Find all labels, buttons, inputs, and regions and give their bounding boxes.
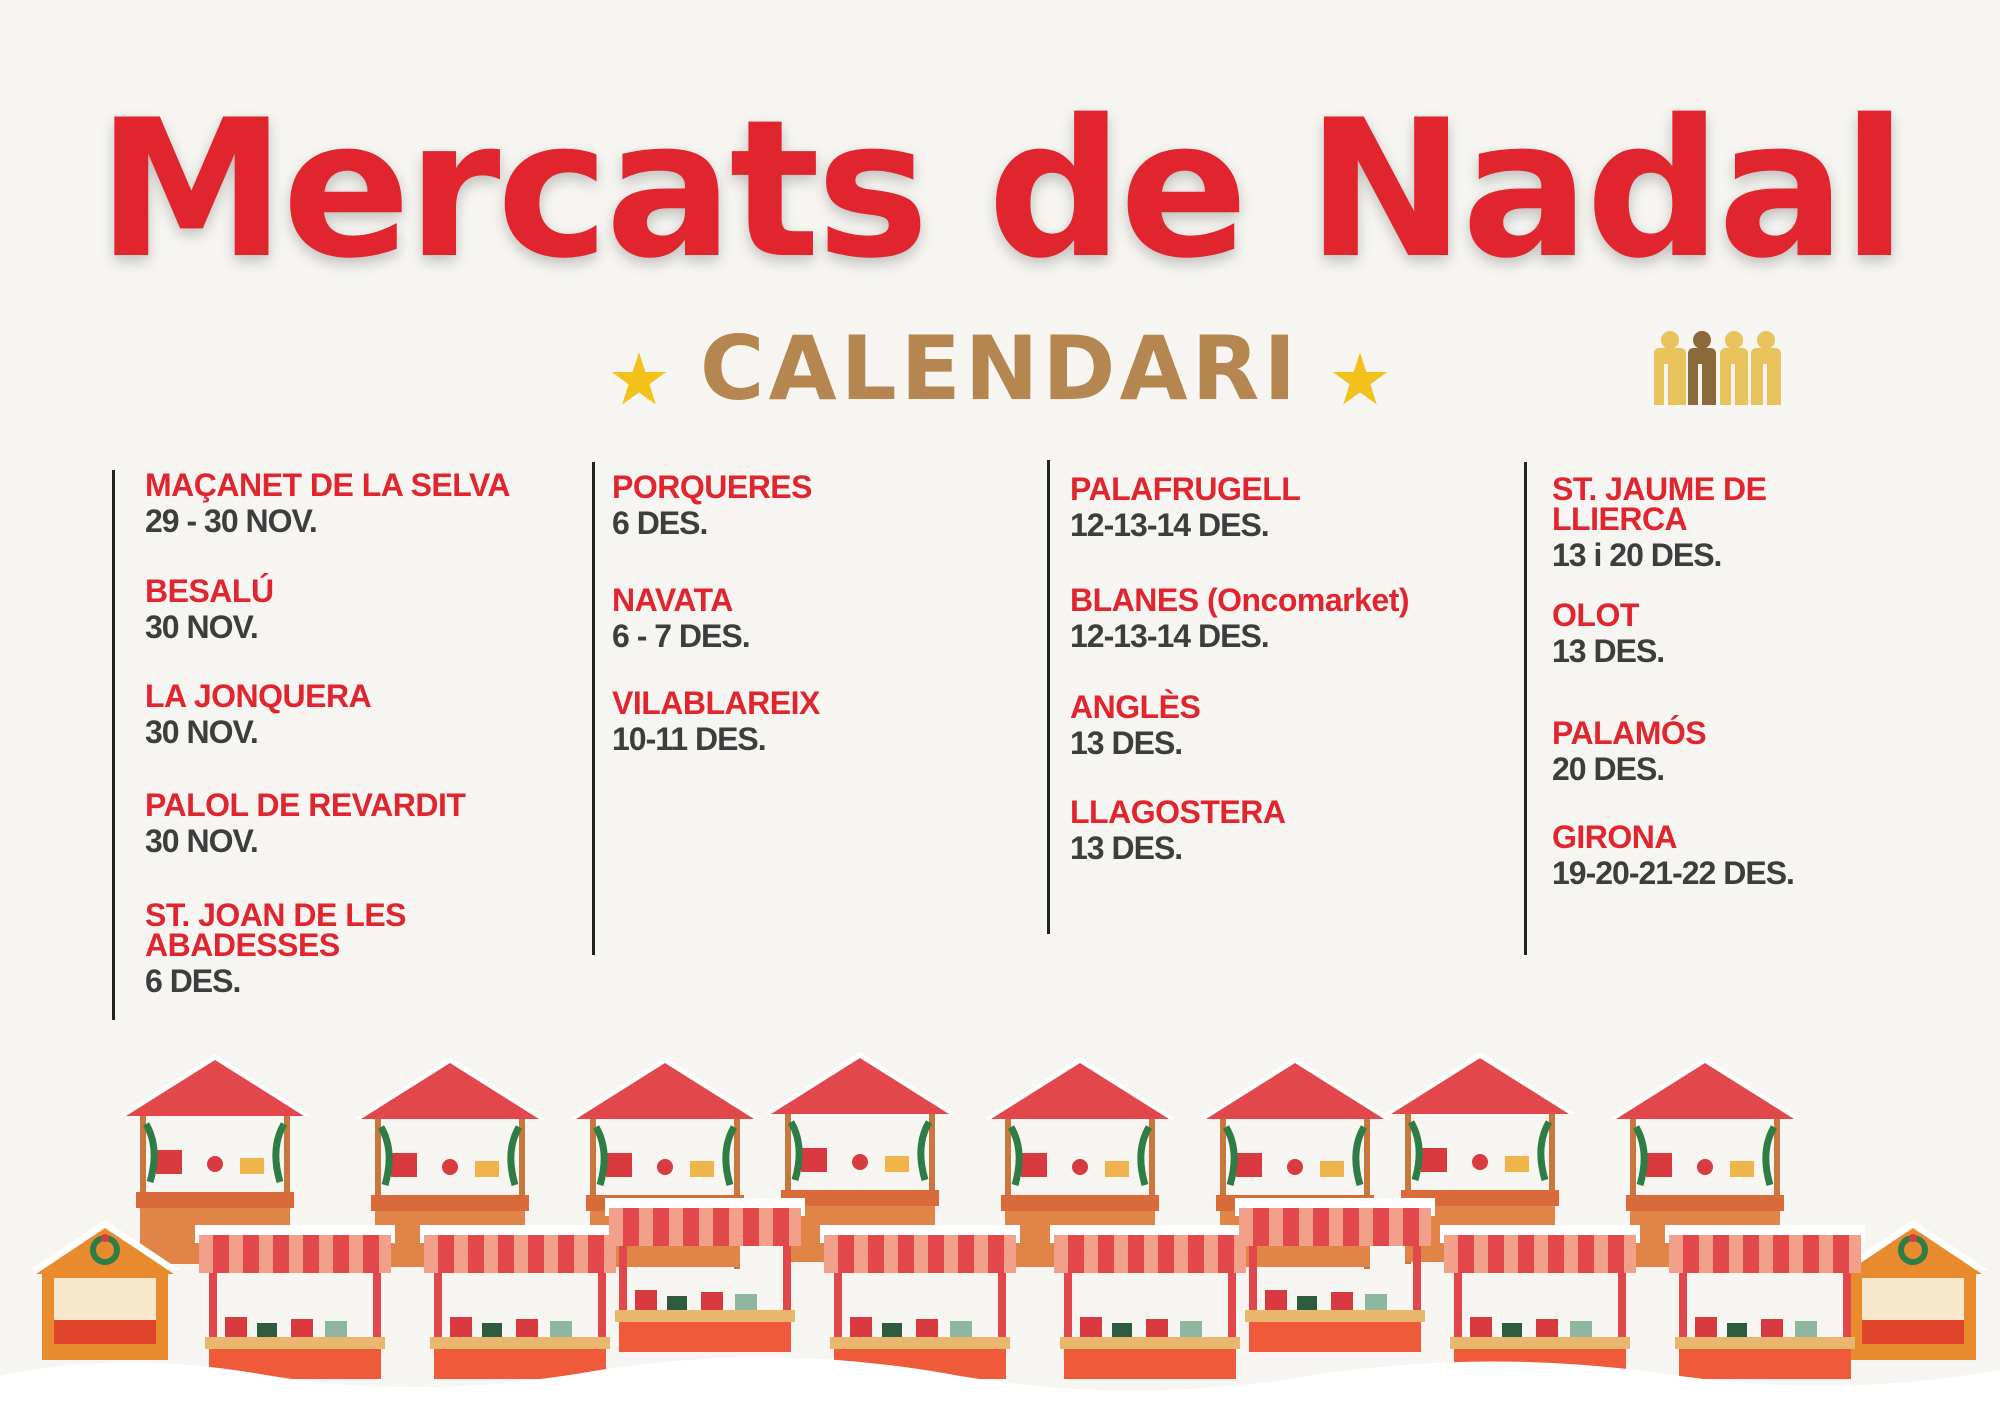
town-name: LLAGOSTERA [1070, 794, 1286, 830]
list-item [145, 787, 575, 862]
list-item [145, 678, 575, 753]
town-name: LA JONQUERA [145, 678, 372, 714]
list-item [1552, 597, 1982, 672]
market-date: 10-11 DES. [612, 721, 766, 757]
list-item [1552, 819, 1982, 894]
market-date: 20 DES. [1552, 751, 1665, 787]
town-name: PALOL DE REVARDIT [145, 787, 466, 823]
town-name: NAVATA [612, 582, 733, 618]
column-divider [1524, 462, 1527, 955]
list-item [1070, 689, 1500, 764]
list-item [1552, 471, 1832, 576]
town-name: PORQUERES [612, 469, 812, 505]
market-date: 30 NOV. [145, 823, 258, 859]
town-name: BESALÚ [145, 573, 274, 609]
christmas-market-stalls-illustration [0, 1030, 2000, 1414]
market-date: 13 DES. [1070, 725, 1183, 761]
town-name: OLOT [1552, 597, 1639, 633]
list-item [1070, 794, 1500, 869]
market-date: 6 DES. [612, 505, 708, 541]
town-name: VILABLAREIX [612, 685, 820, 721]
subtitle: CALENDARI [699, 317, 1301, 420]
list-item [1070, 471, 1500, 546]
list-item [1070, 582, 1500, 657]
market-date: 6 - 7 DES. [612, 618, 750, 654]
market-date: 30 NOV. [145, 714, 258, 750]
market-date: 13 DES. [1552, 633, 1665, 669]
column-divider [1047, 460, 1050, 934]
town-name: ST. JOAN DE LES ABADESSES [145, 897, 406, 963]
market-date: 30 NOV. [145, 609, 258, 645]
market-date: 19-20-21-22 DES. [1552, 855, 1794, 891]
star-icon-right [1331, 350, 1389, 408]
people-logo-icon [1650, 330, 1785, 405]
town-name: MAÇANET DE LA SELVA [145, 467, 511, 503]
town-name: PALAFRUGELL [1070, 471, 1301, 507]
list-item [612, 469, 1042, 544]
list-item [145, 897, 475, 1002]
list-item [145, 573, 575, 648]
market-date: 29 - 30 NOV. [145, 503, 317, 539]
town-name: PALAMÓS [1552, 715, 1707, 751]
market-date: 13 i 20 DES. [1552, 537, 1722, 573]
market-date: 12-13-14 DES. [1070, 507, 1269, 543]
list-item [612, 582, 1042, 657]
market-date: 13 DES. [1070, 830, 1183, 866]
list-item [612, 685, 1042, 760]
page-title: Mercats de Nadal [96, 79, 1904, 300]
town-name: ST. JAUME DE LLIERCA [1552, 471, 1767, 537]
market-date: 6 DES. [145, 963, 241, 999]
list-item [1552, 715, 1982, 790]
column-divider [592, 462, 595, 955]
town-name: GIRONA [1552, 819, 1677, 855]
list-item [145, 467, 575, 542]
column-divider [112, 470, 115, 1020]
town-name: ANGLÈS [1070, 689, 1201, 725]
town-name: BLANES (Oncomarket) [1070, 582, 1409, 618]
market-date: 12-13-14 DES. [1070, 618, 1269, 654]
